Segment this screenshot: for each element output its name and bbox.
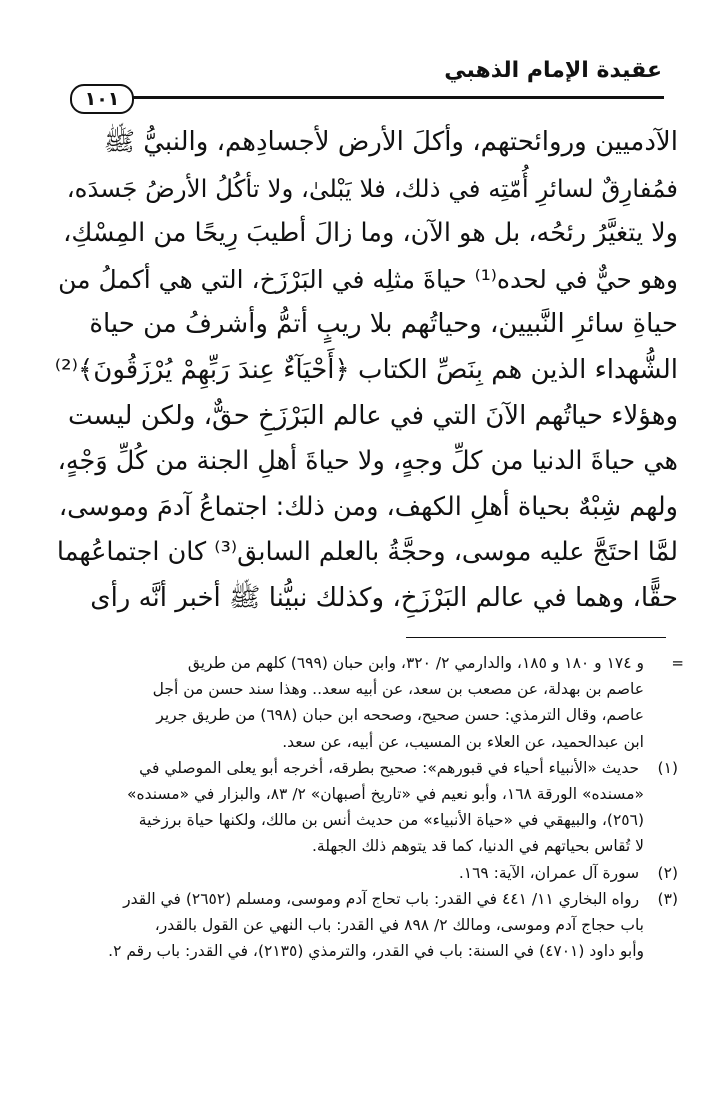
main-text-line: ولهم شِبْهٌ بحياة أهلِ الكهف، ومن ذلك: اجتماعُ آدمَ وموسى، xyxy=(58,491,678,522)
footnote-text: رواه البخاري ١١/ ٤٤١ في القدر: باب تحاج آدم وموسى، ومسلم (٢٦٥٢) في القدر xyxy=(123,889,640,908)
main-text-line: لمَّا احتَجَّ عليه موسى، وحجَّةُ بالعلم السابق⁽³⁾ كان اجتماعُهما xyxy=(56,537,678,568)
page-number: ١٠١ xyxy=(70,84,134,114)
footnote-marker: (٣) xyxy=(657,889,678,908)
main-text-line: الشُّهداء الذين هم بِنَصِّ الكتاب ﴿أَحْيَآءٌ عِندَ رَبِّهِمْ يُرْزَقُونَ﴾⁽²⁾ xyxy=(54,354,678,385)
footnote-continuation-line: عاصم، وقال الترمذي: حسن صحيح، وصححه ابن حبان (٦٩٨) من طريق جرير xyxy=(156,706,644,725)
footnote-3-line xyxy=(46,886,678,912)
footnote-continuation-line xyxy=(46,650,684,676)
main-text-line: الآدميين وروائحتهم، وأكلَ الأرض لأجسادِهم، والنبيُّ ﷺ xyxy=(103,127,678,157)
footnotes xyxy=(46,650,684,964)
footnote-3-line: وأبو داود (٤٧٠١) في السنة: باب في القدر، والترمذي (٢١٣٥)، في القدر: باب رقم ٢. xyxy=(108,942,644,961)
main-text-line: هي حياةَ الدنيا من كلِّ وجهٍ، ولا حياةَ أهلِ الجنة من كُلِّ وَجْهٍ، xyxy=(57,446,678,477)
main-text xyxy=(56,120,678,622)
footnote-1-line xyxy=(46,755,678,781)
main-text-line: ولا يتغيَّرُ رئحُه، بل هو الآن، وما زالَ أطيبَ رِيحًا من المِسْكِ، xyxy=(63,218,678,249)
main-text-line: حياةِ سائرِ النَّبيين، وحياتُهم بلا ريبٍ أتمُّ وأشرفُ من حياة xyxy=(89,309,678,340)
main-text-line: فمُفارِقٌ لسائرِ أُمّتِه في ذلك، فلا يَبْلىٰ، ولا تأكُلُ الأرضُ جَسدَه، xyxy=(66,173,678,203)
footnote-text: سورة آل عمران، الآية: ١٦٩. xyxy=(458,863,640,882)
continuation-mark: = xyxy=(671,654,684,672)
book-title: عقيدة الإمام الذهبي xyxy=(444,58,662,83)
main-text-line: حقًّا، وهما في عالم البَرْزَخِ، وكذلك نبيُّنا ﷺ أخبر أنَّه رأى xyxy=(90,582,678,613)
footnote-1-line: لا تُقاس بحياتهم في الدنيا، كما قد يتوهم ذلك الجهلة. xyxy=(311,837,644,856)
footnote-continuation-line: ابن عبدالحميد، عن العلاء بن المسيب، عن أبيه، عن سعد. xyxy=(282,732,644,751)
footnote-1-line: «مسنده» الورقة ١٦٨، وأبو نعيم في «تاريخ أصبهان» ٢/ ٨٣، والبزار في «مسنده» xyxy=(127,784,644,803)
footnote-marker: (١) xyxy=(657,758,678,777)
footnote-separator xyxy=(406,637,666,638)
main-text-line: وهو حيٌّ في لحده⁽¹⁾ حياةَ مثلِه في البَرْزَخ، التي هي أكملُ من xyxy=(58,264,678,294)
footnote-2-line xyxy=(46,860,678,886)
footnote-text: و ١٧٤ و ١٨٠ و ١٨٥، والدارمي ٢/ ٣٢٠، وابن حبان (٦٩٩) كلهم من طريق xyxy=(187,654,644,672)
footnote-continuation-line: عاصم بن بهدلة، عن مصعب بن سعد، عن أبيه سعد.. وهذا سند حسن من أجل xyxy=(152,680,644,699)
footnote-text: حديث «الأنبياء أحياء في قبورهم»: صحيح بطرقه، أخرجه أبو يعلى الموصلي في xyxy=(139,758,640,777)
footnote-marker: (٢) xyxy=(657,863,678,882)
footnote-3-line: باب حجاج آدم وموسى، ومالك ٢/ ٨٩٨ في القدر: باب النهي عن القول بالقدر، xyxy=(154,915,644,934)
main-text-line: وهؤلاء حياتُهم الآنَ التي في عالم البَرْزَخِ حقٌّ، ولكن ليست xyxy=(67,400,678,431)
header-rule xyxy=(132,96,664,99)
running-head xyxy=(66,58,664,110)
footnote-1-line: (٢٥٦)، والبيهقي في «حياة الأنبياء» من حديث أنس بن مالك، ولكنها حياة برزخية xyxy=(138,811,644,830)
